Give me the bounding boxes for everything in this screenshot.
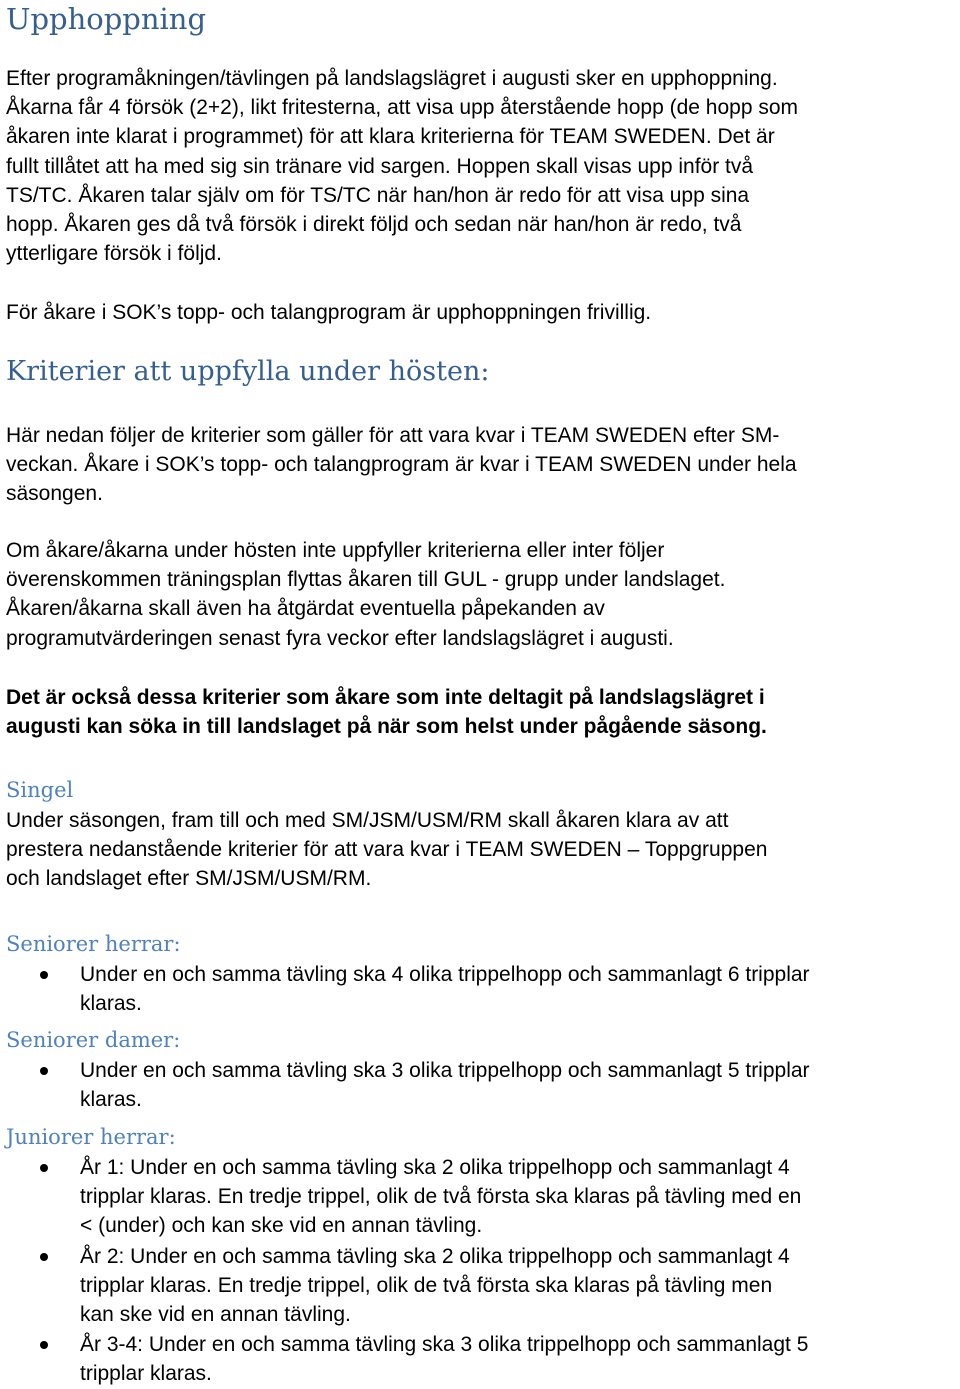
- heading-seniorer-herrar: Seniorer herrar:: [6, 932, 181, 956]
- heading-kriterier: Kriterier att uppfylla under hösten:: [6, 356, 490, 387]
- text-line: Under en och samma tävling ska 3 olika trippelhopp och sammanlagt 5 tripplar: [80, 1059, 810, 1082]
- text-line: tripplar klaras. En tredje trippel, olik de två första ska klaras på tävling med en: [80, 1185, 802, 1209]
- text-line: och landslaget efter SM/JSM/USM/RM.: [6, 867, 372, 891]
- paragraph-singel-intro: [6, 806, 956, 894]
- text-line: TS/TC. Åkaren talar själv om för TS/TC när han/hon är redo för att visa upp sina: [6, 183, 750, 207]
- text-line: klaras.: [80, 1088, 142, 1112]
- text-line: överenskommen träningsplan flyttas åkaren till GUL - grupp under landslaget.: [6, 568, 726, 592]
- paragraph-sok-voluntary: [6, 298, 956, 327]
- text-line: Här nedan följer de kriterier som gäller för att vara kvar i TEAM SWEDEN efter SM-: [6, 424, 780, 447]
- bullet-icon: [40, 1067, 48, 1075]
- bullet-icon: [40, 1341, 48, 1349]
- text-line: ytterligare försök i följd.: [6, 242, 222, 266]
- text-line: programutvärderingen senast fyra veckor efter landslagslägret i augusti.: [6, 626, 674, 650]
- text-line: fullt tillåtet att ha med sig sin tränare vid sargen. Hoppen skall visas upp inför två: [6, 154, 754, 178]
- text-line: Under en och samma tävling ska 4 olika trippelhopp och sammanlagt 6 tripplar: [80, 963, 810, 986]
- text-line: Under säsongen, fram till och med SM/JSM/USM/RM skall åkaren klara av att: [6, 809, 729, 832]
- text-line: < (under) och kan ske vid en annan tävling.: [80, 1214, 483, 1238]
- text-line: åkaren inte klarat i programmet) för att klara kriterierna för TEAM SWEDEN. Det är: [6, 125, 775, 149]
- text-line: hopp. Åkaren ges då två försök i direkt följd och sedan när han/hon är redo, två: [6, 213, 742, 237]
- text-line: tripplar klaras.: [80, 1362, 212, 1386]
- bullet-icon: [40, 971, 48, 979]
- text-line: klaras.: [80, 992, 142, 1016]
- paragraph-bold-notice: [6, 683, 956, 741]
- text-line: År 2: Under en och samma tävling ska 2 olika trippelhopp och sammanlagt 4: [80, 1245, 790, 1268]
- text-line: säsongen.: [6, 482, 103, 506]
- bullet-icon: [40, 1164, 48, 1172]
- paragraph-upphoppning-rules: [6, 64, 956, 268]
- text-line: År 1: Under en och samma tävling ska 2 olika trippelhopp och sammanlagt 4: [80, 1156, 790, 1179]
- text-line: Åkarna får 4 försök (2+2), likt fritesterna, att visa upp återstående hopp (de hopp som: [6, 96, 799, 120]
- text-line: För åkare i SOK’s topp- och talangprogram är upphoppningen frivillig.: [6, 301, 652, 324]
- bullet-icon: [40, 1253, 48, 1261]
- text-line: tripplar klaras. En tredje trippel, olik de två första ska klaras på tävling men: [80, 1274, 773, 1298]
- heading-juniorer-herrar: Juniorer herrar:: [6, 1125, 176, 1149]
- text-line: År 3-4: Under en och samma tävling ska 3 olika trippelhopp och sammanlagt 5: [80, 1333, 809, 1356]
- heading-upphoppning: Upphoppning: [6, 2, 207, 36]
- heading-singel: Singel: [6, 778, 74, 802]
- heading-seniorer-damer: Seniorer damer:: [6, 1028, 181, 1052]
- text-line: kan ske vid en annan tävling.: [80, 1303, 351, 1327]
- text-line: Det är också dessa kriterier som åkare som inte deltagit på landslagslägret i: [6, 686, 765, 709]
- paragraph-criteria-intro: [6, 421, 956, 509]
- text-line: Åkaren/åkarna skall även ha åtgärdat eventuella påpekanden av: [6, 597, 605, 621]
- text-line: augusti kan söka in till landslaget på när som helst under pågående säsong.: [6, 715, 767, 739]
- paragraph-fail-criteria: [6, 536, 956, 653]
- text-line: Om åkare/åkarna under hösten inte uppfyller kriterierna eller inter följer: [6, 539, 665, 562]
- text-line: prestera nedanstående kriterier för att vara kvar i TEAM SWEDEN – Toppgruppen: [6, 838, 768, 862]
- text-line: veckan. Åkare i SOK’s topp- och talangprogram är kvar i TEAM SWEDEN under hela: [6, 453, 797, 477]
- text-line: Efter programåkningen/tävlingen på landslagslägret i augusti sker en upphoppning.: [6, 67, 778, 90]
